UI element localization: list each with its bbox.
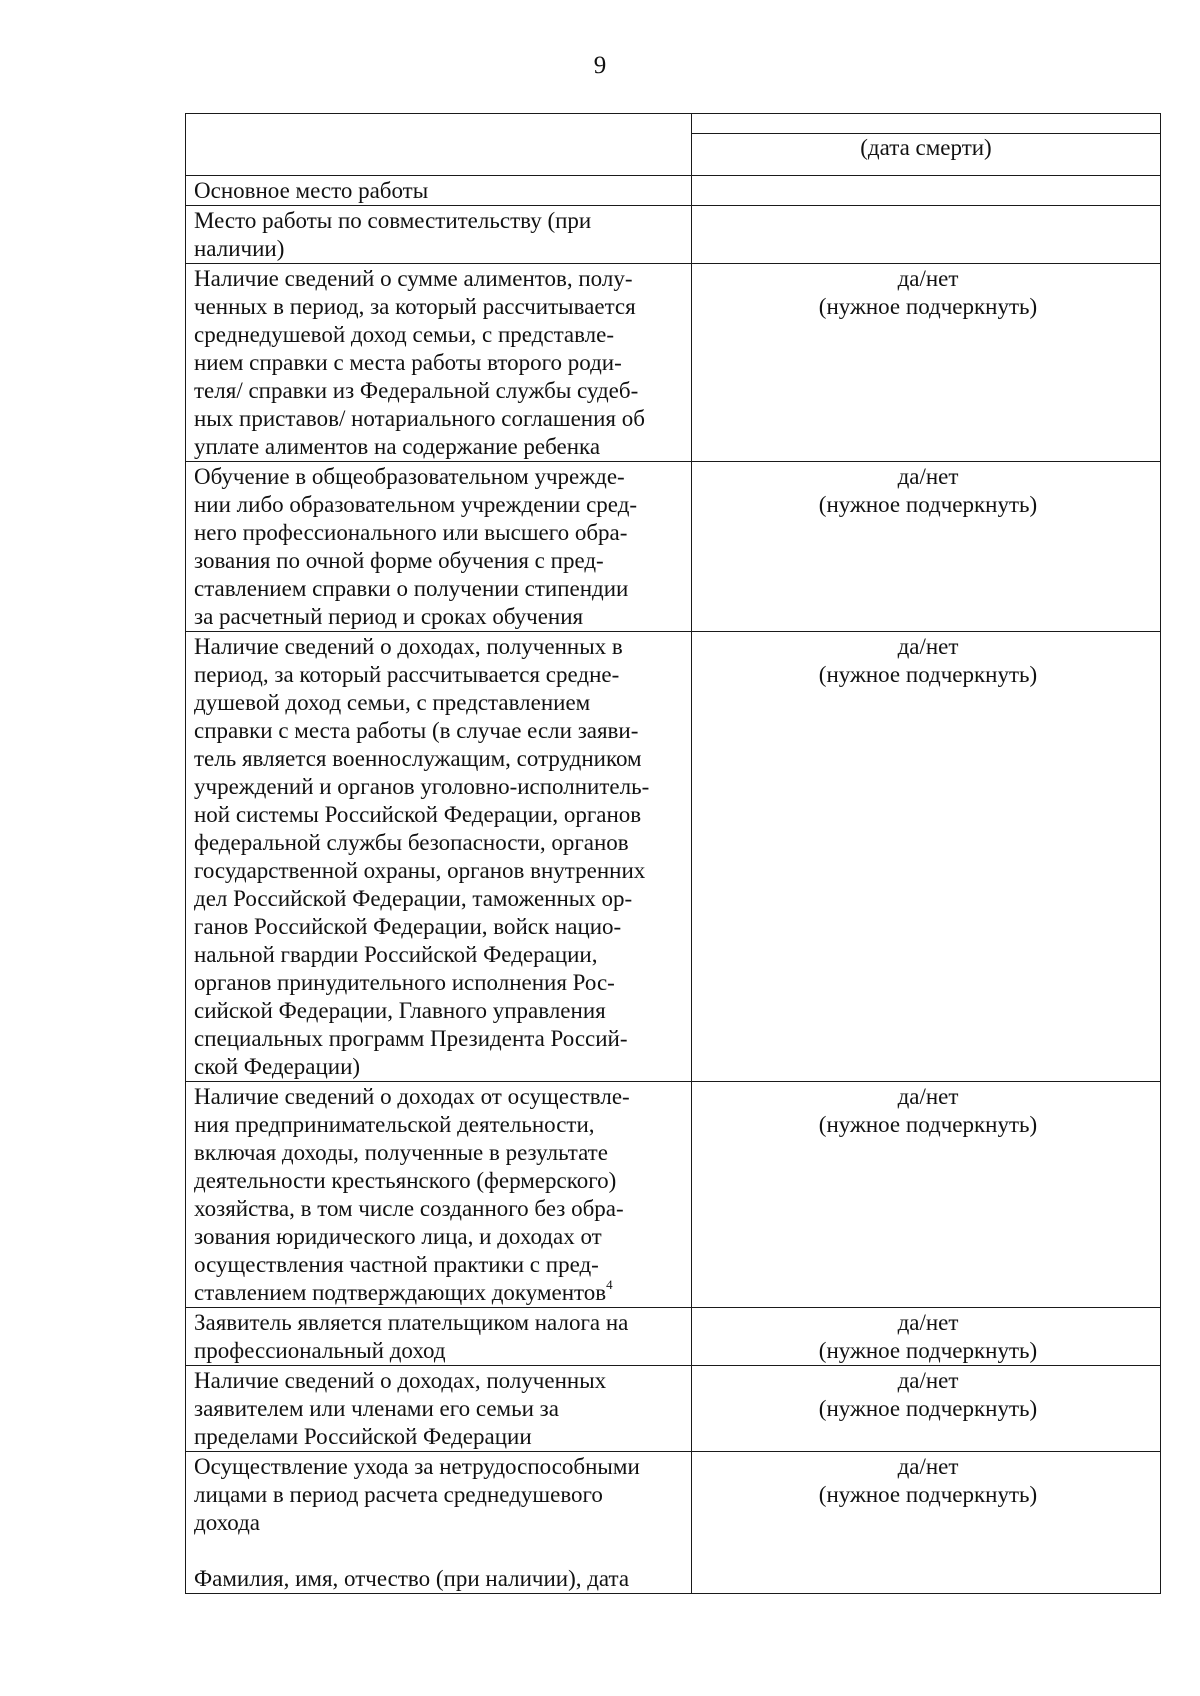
table-row xyxy=(186,1366,1161,1452)
row-label-service-income: Наличие сведений о доходах, полученных в период, за который рассчитывается средне- душевой доход семьи, с представлением справки с места работы (в случае если заяви- тель является военнослужащим, сотрудником учреждений и органов уголовно-исполнитель- ной системы Российской Федерации, органов федеральной службы безопасности, органов государственной охраны, органов внутренних дел Российской Федерации, таможенных ор- ганов Российской Федерации, войск нацио- нальной гвардии Российской Федерации, органов принудительного исполнения Рос- сийской Федерации, Главного управления специальных программ Президента Россий- ской Федерации) xyxy=(186,632,692,1082)
table-row xyxy=(186,176,1161,206)
footnote-marker: 4 xyxy=(606,1277,613,1293)
table-row xyxy=(186,462,1161,632)
row-label-professional-income-tax: Заявитель является плательщиком налога на профессиональный доход xyxy=(186,1308,692,1366)
application-form-table xyxy=(185,113,1161,1594)
row-label-education: Обучение в общеобразовательном учрежде- нии либо образовательном учреждении сред- него профессионального или высшего обра- зования по очной форме обучения с пред- ставлением справки о получении стипендии за расчетный период и сроках обучения xyxy=(186,462,692,632)
yes-no-choice-service-income[interactable]: да/нет (нужное подчеркнуть) xyxy=(692,632,1161,1082)
header-left-cell xyxy=(186,114,692,176)
table-row xyxy=(186,264,1161,462)
table-row-header xyxy=(186,114,1161,176)
row-label-business-income xyxy=(186,1082,692,1308)
table-row xyxy=(186,206,1161,264)
row-label-caregiving xyxy=(186,1452,692,1594)
row-label-foreign-income: Наличие сведений о доходах, полученных заявителем или членами его семьи за пределами Российской Федерации xyxy=(186,1366,692,1452)
caregiving-text: Осуществление ухода за нетрудоспособными лицами в период расчета среднедушевого дохода xyxy=(194,1454,640,1535)
caregiving-name-date-label: Фамилия, имя, отчество (при наличии), дата xyxy=(194,1566,630,1591)
table-row xyxy=(186,1082,1161,1308)
table-row xyxy=(186,1308,1161,1366)
row-label-main-workplace: Основное место работы xyxy=(186,176,692,206)
yes-no-choice-alimony[interactable]: да/нет (нужное подчеркнуть) xyxy=(692,264,1161,462)
page-number: 9 xyxy=(593,52,607,79)
date-of-death-field[interactable] xyxy=(692,114,1160,134)
business-income-text: Наличие сведений о доходах от осуществле- ния предпринимательской деятельности, включая доходы, полученные в результате деятельности крестьянского (фермерского) хозяйства, в том числе созданного без обра- зования юридического лица, и доходах от осуществления частной практики с пред- ставлением подтверждающих документов xyxy=(194,1084,630,1305)
header-right-cell xyxy=(692,114,1161,176)
yes-no-choice-business-income[interactable]: да/нет (нужное подчеркнуть) xyxy=(692,1082,1161,1308)
yes-no-choice-caregiving[interactable]: да/нет (нужное подчеркнуть) xyxy=(692,1452,1161,1594)
yes-no-choice-education[interactable]: да/нет (нужное подчеркнуть) xyxy=(692,462,1161,632)
yes-no-choice-professional-income-tax[interactable]: да/нет (нужное подчеркнуть) xyxy=(692,1308,1161,1366)
part-time-workplace-field[interactable] xyxy=(692,206,1161,264)
table-row xyxy=(186,632,1161,1082)
table-row xyxy=(186,1452,1161,1594)
row-label-alimony: Наличие сведений о сумме алиментов, полу- ченных в период, за который рассчитывается среднедушевой доход семьи, с представле- нием справки с места работы второго роди- теля/ справки из Федеральной службы судеб- ных приставов/ нотариального соглашения об уплате алиментов на содержание ребенка xyxy=(186,264,692,462)
main-workplace-field[interactable] xyxy=(692,176,1161,206)
date-of-death-label: (дата смерти) xyxy=(860,135,992,160)
row-label-part-time-workplace: Место работы по совместительству (при наличии) xyxy=(186,206,692,264)
yes-no-choice-foreign-income[interactable]: да/нет (нужное подчеркнуть) xyxy=(692,1366,1161,1452)
